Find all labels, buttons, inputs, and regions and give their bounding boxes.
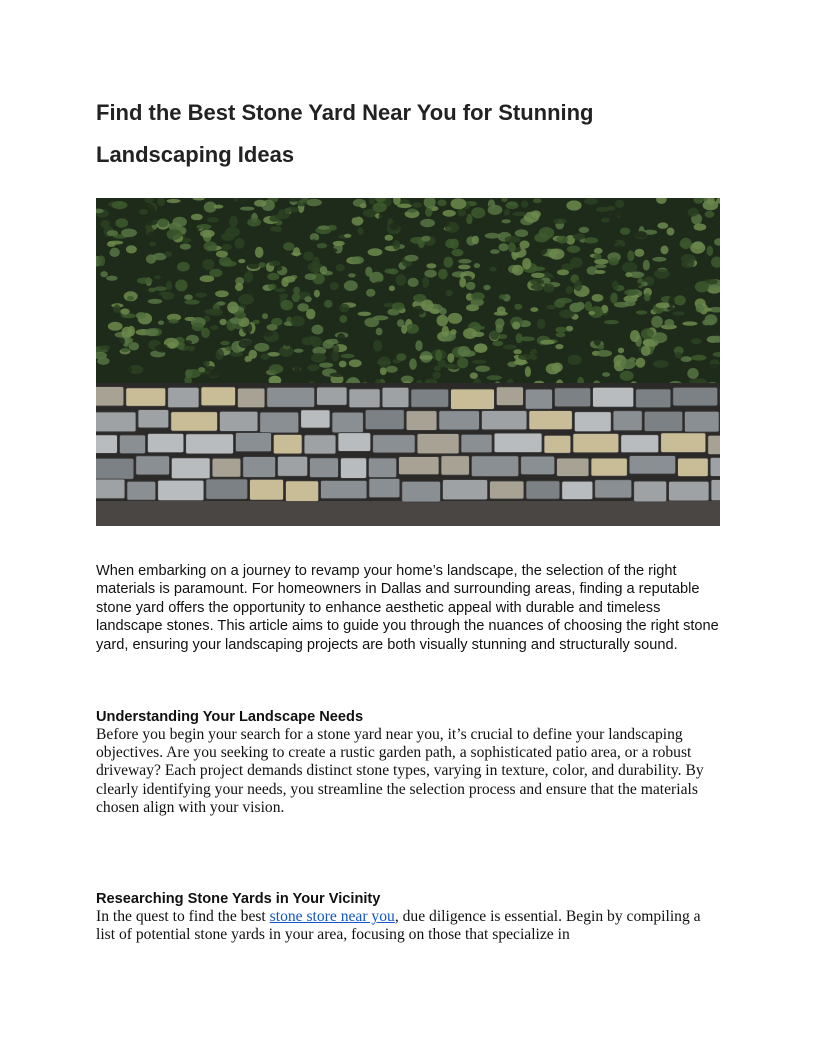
- article-title: Find the Best Stone Yard Near You for Stunning Landscaping Ideas: [96, 100, 594, 167]
- section-heading: Researching Stone Yards in Your Vicinity: [96, 891, 381, 907]
- body-text-before-link: In the quest to find the best: [96, 908, 270, 925]
- hero-image: [96, 198, 720, 526]
- section-researching-stone-yards: [96, 890, 720, 944]
- body-text-after-link: , due diligence is essential. Begin by compiling a list of potential stone yards in your area, focusing on those that specialize in: [96, 908, 701, 944]
- section-heading: Understanding Your Landscape Needs: [96, 709, 364, 725]
- stone-store-link[interactable]: stone store near you: [269, 908, 395, 925]
- section-body: Before you begin your search for a stone yard near you, it’s crucial to define your landscaping objectives. Are you seeking to create a rustic garden path, a sophisticated patio area, or a robust driveway? Each project demands distinct stone types, varying in texture, color, and durability. By clearly identifying your needs, you streamline the selection process and ensure that the materials chosen align with your vision.: [96, 726, 704, 816]
- section-body: [96, 908, 720, 944]
- stone-wall-image: [96, 198, 720, 526]
- section-understanding-needs: [96, 708, 720, 817]
- intro-paragraph: When embarking on a journey to revamp your home’s landscape, the selection of the right materials is paramount. For homeowners in Dallas and surrounding areas, finding a reputable stone yard offers the opportunity to enhance aesthetic appeal with durable and timeless landscape stones. This article aims to guide you through the nuances of choosing the right stone yard, ensuring your landscaping projects are both visually stunning and structurally sound.: [96, 563, 719, 653]
